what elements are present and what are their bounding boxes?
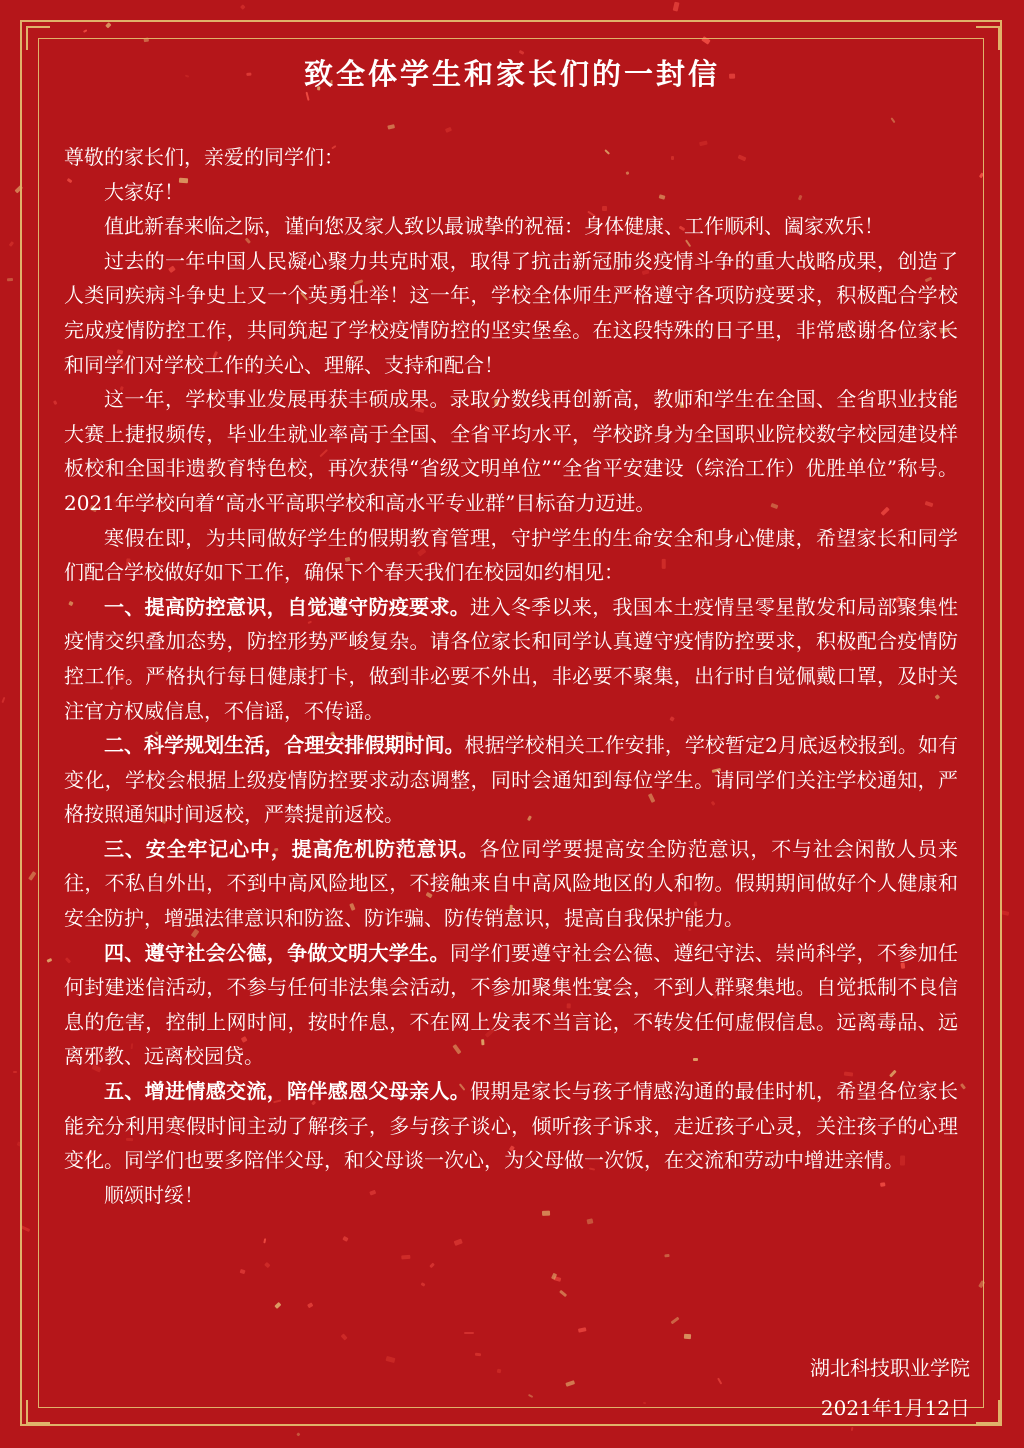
paragraph-past-year: 过去的一年中国人民凝心聚力共克时艰，取得了抗击新冠肺炎疫情斗争的重大战略成果，创造了人类同疾病斗争史上又一个英勇壮举！这一年，学校全体师生严格遵守各项防疫要求，积极配合学校完成疫情防控工作，共同筑起了学校疫情防控的坚实堡垒。在这段特殊的日子里，非常感谢各位家长和同学们对学校工作的关心、理解、支持和配合！ xyxy=(64,248,958,377)
paragraph-winter-break: 寒假在即，为共同做好学生的假期教育管理，守护学生的生命安全和身心健康，希望家长和同学们配合学校做好如下工作，确保下个春天我们在校园如约相见： xyxy=(64,525,958,585)
corner-ornament-bottom-right xyxy=(976,1400,1000,1424)
item-epidemic-prevention xyxy=(64,590,958,728)
corner-ornament-bottom-left xyxy=(26,1400,50,1424)
item-heading: 一、提高防控意识，自觉遵守防疫要求。 xyxy=(104,594,471,619)
item-heading: 四、遵守社会公德，争做文明大学生。 xyxy=(104,940,450,965)
item-family-communication xyxy=(64,1074,958,1178)
item-body: 同学们要遵守社会公德、遵纪守法、崇尚科学，不参加任何封建迷信活动，不参与任何非法集会活动，不参加聚集性宴会，不到人群聚集地。自觉抵制不良信息的危害，控制上网时间，按时作息，不在网上发表不当言论，不转发任何虚假信息。远离毒品、远离邪教、远离校园贷。 xyxy=(64,940,959,1069)
item-plan-life xyxy=(64,728,958,832)
greeting: 大家好！ xyxy=(104,179,184,204)
paragraph-blessing: 值此新春来临之际，谨向您及家人致以最诚挚的祝福：身体健康、工作顺利、阖家欢乐！ xyxy=(104,214,884,239)
item-body: 根据学校相关工作安排，学校暂定2月底返校报到。如有变化，学校会根据上级疫情防控要求动态调整，同时会通知到每位学生。请同学们关注学校通知，严格按照通知时间返校，严禁提前返校。 xyxy=(64,733,958,827)
confetti-speck xyxy=(1,697,5,704)
corner-ornament-top-right xyxy=(976,26,1000,50)
confetti-speck xyxy=(297,1432,301,1436)
item-body: 各位同学要提高安全防范意识，不与社会闲散人员来往，不私自外出，不到中高风险地区，不接触来自中高风险地区的人和物。假期期间做好个人健康和安全防护，增强法律意识和防盗、防诈骗、防传销意识，提高自我保护能力。 xyxy=(64,836,959,931)
item-heading: 五、增进情感交流，陪伴感恩父母亲人。 xyxy=(104,1079,471,1104)
signature-date: 2021年1月12日 xyxy=(820,1396,970,1420)
closing: 顺颂时绥！ xyxy=(104,1182,204,1207)
salutation: 尊敬的家长们，亲爱的同学们： xyxy=(64,145,344,169)
item-social-ethics xyxy=(64,936,958,1074)
confetti-speck xyxy=(7,278,13,282)
item-heading: 三、安全牢记心中，提高危机防范意识。 xyxy=(104,836,480,861)
item-body: 进入冬季以来，我国本土疫情呈零星散发和局部聚集性疫情交织叠加态势，防控形势严峻复杂。请各位家长和同学认真遵守疫情防控要求，积极配合疫情防控工作。严格执行每日健康打卡，做到非必要不外出，非必要不聚集，出行时自觉佩戴口罩，及时关注官方权威信息，不信谣，不传谣。 xyxy=(64,594,959,723)
item-body: 假期是家长与孩子情感沟通的最佳时机，希望各位家长能充分利用寒假时间主动了解孩子，多与孩子谈心，倾听孩子诉求，走近孩子心灵，关注孩子的心理变化。同学们也要多陪伴父母，和父母谈一次心，为父母做一次饭，在交流和劳动中增进亲情。 xyxy=(64,1079,959,1173)
item-safety xyxy=(64,832,958,936)
signature-block xyxy=(810,1348,970,1428)
confetti-speck xyxy=(673,2,680,11)
letter-body xyxy=(64,140,958,1212)
signature-school: 湖北科技职业学院 xyxy=(810,1356,970,1380)
confetti-speck xyxy=(9,241,15,247)
paragraph-achievements: 这一年，学校事业发展再获丰硕成果。录取分数线再创新高，教师和学生在全国、全省职业技能大赛上捷报频传，毕业生就业率高于全国、全省平均水平，学校跻身为全国职业院校数字校园建设样板校和全国非遗教育特色校，再次获得“省级文明单位”“全省平安建设（综治工作）优胜单位”称号。2021年学校向着“高水平高职学校和高水平专业群”目标奋力迈进。 xyxy=(64,387,958,515)
confetti-speck xyxy=(13,1071,17,1073)
item-heading: 二、科学规划生活，合理安排假期时间。 xyxy=(104,733,465,758)
confetti-speck xyxy=(240,5,245,10)
corner-ornament-top-left xyxy=(26,26,50,50)
letter-title: 致全体学生和家长们的一封信 xyxy=(303,57,720,91)
